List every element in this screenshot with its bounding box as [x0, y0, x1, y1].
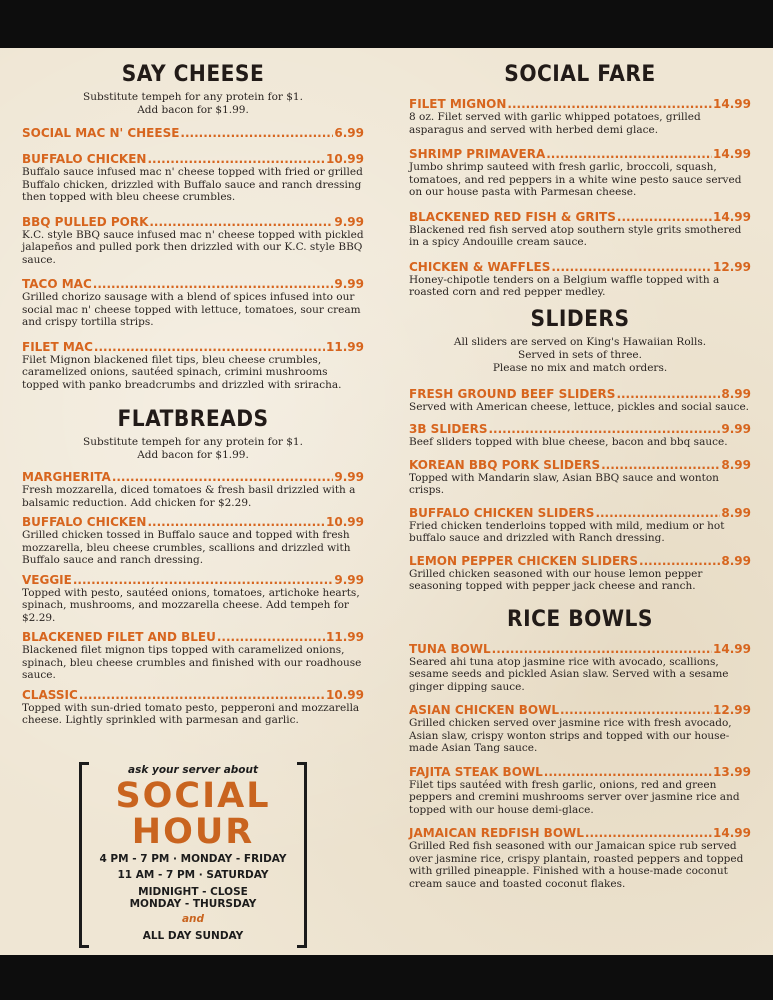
section-title-social-fare: SOCIAL FARE — [504, 62, 656, 87]
item-name: FILET MIGNON — [409, 97, 507, 111]
leader-dots — [147, 152, 325, 166]
leader-dots — [492, 642, 712, 656]
leader-dots — [544, 765, 712, 779]
section-title-sliders: SLIDERS — [530, 306, 630, 332]
item-price: 13.99 — [713, 764, 751, 779]
section-note: Substitute tempeh for any protein for $1. — [83, 91, 303, 103]
leader-dots — [585, 826, 712, 840]
right-column — [409, 62, 751, 890]
menu-item — [409, 260, 751, 299]
item-description: Blackened red fish served atop southern style grits smothered in a spicy Andouille cream sauce. — [409, 223, 742, 248]
item-description: Filet Mignon blackened filet tips, bleu cheese crumbles, caramelized onions, sautéed spinach, crimini mushrooms topped with panko breadcrumbs and drizzled with sriracha. — [22, 353, 342, 391]
leader-dots — [551, 260, 712, 274]
item-price: 9.99 — [334, 470, 364, 484]
social-hour-box — [79, 762, 307, 948]
social-hour-time: 11 AM - 7 PM · SATURDAY — [117, 869, 269, 881]
item-description: Blackened filet mignon tips topped with caramelized onions, spinach, bleu cheese crumbles and finished with our roadhouse sauce. — [22, 644, 362, 681]
menu-item — [22, 515, 364, 567]
item-description: Buffalo sauce infused mac n' cheese topped with fried or grilled Buffalo chicken, drizzled with Buffalo sauce and ranch dressing then topped with bleu cheese crumbles. — [22, 166, 363, 203]
item-name: TACO MAC — [22, 277, 92, 291]
item-description: Grilled chicken tossed in Buffalo sauce and topped with fresh mozzarella, bleu cheese crumbles, scallions and drizzled with Buffalo sauce and ranch dressing. — [22, 529, 351, 566]
menu-item — [409, 210, 751, 249]
item-price: 14.99 — [713, 641, 751, 656]
item-name: ASIAN CHICKEN BOWL — [409, 703, 559, 717]
item-price: 12.99 — [713, 703, 751, 717]
menu-item — [409, 387, 751, 414]
item-name: LEMON PEPPER CHICKEN SLIDERS — [409, 553, 639, 568]
bottom-black-bar — [0, 955, 773, 1000]
section-note: Served in sets of three. — [518, 348, 642, 361]
item-description: Topped with pesto, sautéed onions, tomatoes, artichoke hearts, spinach, mushrooms, and mozzarella cheese. Add tempeh for $2.29. — [22, 586, 360, 624]
item-price: 8.99 — [721, 553, 751, 568]
item-description: Jumbo shrimp sauteed with fresh garlic, broccoli, squash, tomatoes, and red peppers in a white wine pesto sauce served on our house pasta with Parmesan cheese. — [409, 161, 742, 198]
item-price: 9.99 — [721, 422, 751, 436]
item-description: Filet tips sautéed with fresh garlic, onions, red and green peppers and cremini mushrooms server over jasmine rice and topped with our house demi-glace. — [409, 778, 740, 816]
menu-item — [409, 458, 751, 497]
item-description: Topped with sun-dried tomato pesto, pepperoni and mozzarella cheese. Lightly sprinkled with parmesan and garlic. — [22, 701, 360, 726]
leader-dots — [73, 573, 334, 587]
item-price: 11.99 — [326, 630, 364, 644]
leader-dots — [93, 277, 334, 291]
social-hour-time: MIDNIGHT - CLOSE — [138, 886, 248, 898]
menu-item — [409, 765, 751, 817]
menu-item — [22, 126, 364, 140]
item-name: SHRIMP PRIMAVERA — [409, 147, 546, 161]
leader-dots — [94, 340, 325, 354]
menu-item — [409, 826, 751, 890]
section-note: All sliders are served on King's Hawaiian Rolls. — [453, 335, 707, 348]
item-description: Grilled chicken served over jasmine rice with fresh avocado, Asian slaw, crispy wonton strips and topped with our house-made Asian Tang sauce. — [409, 717, 732, 754]
menu-item — [22, 340, 364, 392]
item-price: 10.99 — [326, 515, 364, 529]
item-name: CLASSIC — [22, 687, 78, 702]
item-name: SOCIAL MAC N' CHEESE — [22, 126, 180, 140]
item-name: KOREAN BBQ PORK SLIDERS — [409, 457, 601, 472]
leader-dots — [217, 630, 325, 644]
leader-dots — [112, 470, 334, 484]
menu-item — [409, 97, 751, 136]
leader-dots — [546, 147, 712, 161]
item-price: 14.99 — [713, 826, 751, 840]
leader-dots — [560, 703, 712, 717]
leader-dots — [180, 126, 333, 140]
menu-item — [409, 703, 751, 755]
item-description: Seared ahi tuna atop jasmine rice with avocado, scallions, sesame seeds and pickled Asian slaw. Served with a sesame ginger dipping sauce. — [409, 655, 729, 693]
item-name: CHICKEN & WAFFLES — [409, 259, 551, 274]
item-description: Beef sliders topped with blue cheese, bacon and bbq sauce. — [409, 436, 728, 448]
item-name: 3B SLIDERS — [409, 422, 488, 436]
item-name: FILET MAC — [22, 339, 93, 354]
leader-dots — [149, 215, 333, 229]
item-description: 8 oz. Filet served with garlic whipped potatoes, grilled asparagus and served with herbed demi glace. — [409, 111, 701, 136]
top-black-bar — [0, 0, 773, 48]
item-name: BUFFALO CHICKEN SLIDERS — [409, 505, 595, 520]
social-hour-intro: ask your server about — [128, 764, 258, 776]
item-price: 10.99 — [326, 152, 364, 166]
item-description: Grilled chicken seasoned with our house lemon pepper seasoning topped with pepper jack cheese and ranch. — [409, 567, 703, 592]
social-hour-time: 4 PM - 7 PM · MONDAY - FRIDAY — [99, 853, 287, 865]
leader-dots — [617, 210, 712, 224]
item-name: FRESH GROUND BEEF SLIDERS — [409, 386, 616, 401]
item-price: 12.99 — [713, 259, 751, 274]
item-price: 9.99 — [334, 277, 364, 291]
section-note: Please no mix and match orders. — [492, 361, 668, 374]
menu-item — [409, 422, 751, 449]
item-name: MARGHERITA — [22, 470, 111, 484]
item-price: 14.99 — [713, 97, 751, 111]
item-name: BLACKENED FILET AND BLEU — [22, 630, 216, 644]
item-name: BUFFALO CHICKEN — [22, 515, 147, 529]
section-note: Add bacon for $1.99. — [137, 449, 249, 461]
item-price: 9.99 — [334, 572, 364, 587]
menu-item — [22, 630, 364, 682]
item-name: TUNA BOWL — [409, 641, 491, 656]
item-description: Served with American cheese, lettuce, pickles and social sauce. — [409, 400, 750, 413]
item-price: 9.99 — [334, 214, 364, 229]
section-title-rice-bowls: RICE BOWLS — [507, 606, 653, 632]
item-description: Fresh mozzarella, diced tomatoes & fresh basil drizzled with a balsamic reduction. Add chicken for $2.29. — [22, 484, 356, 509]
item-name: VEGGIE — [22, 572, 72, 587]
leader-dots — [79, 688, 325, 702]
item-price: 14.99 — [713, 209, 751, 224]
item-price: 6.99 — [334, 126, 364, 140]
menu-item — [22, 470, 364, 509]
menu-item — [22, 215, 364, 267]
menu-item — [409, 554, 751, 593]
item-price: 8.99 — [721, 386, 751, 401]
social-hour-title-line1: SOCIAL — [115, 776, 271, 816]
leader-dots — [147, 515, 325, 529]
item-description: Grilled chorizo sausage with a blend of spices infused into our social mac n' cheese topped with lettuce, tomatoes, sour cream and crispy tortilla strips. — [22, 291, 361, 328]
item-price: 14.99 — [713, 147, 751, 161]
item-name: BUFFALO CHICKEN — [22, 152, 147, 166]
leader-dots — [595, 506, 720, 520]
item-price: 8.99 — [721, 457, 751, 472]
leader-dots — [507, 97, 712, 111]
leader-dots — [488, 422, 720, 436]
section-title-say-cheese: SAY CHEESE — [121, 62, 265, 87]
social-hour-and: and — [181, 913, 205, 925]
item-description: Topped with Mandarin slaw, Asian BBQ sauce and wonton crisps. — [409, 471, 719, 496]
menu-item — [22, 152, 364, 204]
item-name: BBQ PULLED PORK — [22, 214, 149, 229]
section-note: Add bacon for $1.99. — [137, 104, 249, 116]
social-hour-sunday: ALL DAY SUNDAY — [142, 930, 244, 942]
section-note: Substitute tempeh for any protein for $1. — [83, 436, 303, 448]
item-description: Fried chicken tenderloins topped with mild, medium or hot buffalo sauce and drizzled with Ranch dressing. — [409, 519, 725, 544]
menu-item — [409, 506, 751, 545]
item-price: 10.99 — [326, 687, 364, 702]
menu-item — [22, 277, 364, 329]
menu-item — [409, 642, 751, 694]
social-hour-title-line2: HOUR — [131, 812, 255, 852]
item-description: Grilled Red fish seasoned with our Jamaican spice rub served over jasmine rice, crispy plantain, roasted peppers and topped with grilled pineapple. Finished with a house-made coconut cream sauce and toasted coconut flakes. — [409, 840, 744, 890]
item-name: BLACKENED RED FISH & GRITS — [409, 209, 616, 224]
social-hour-time: MONDAY - THURSDAY — [129, 898, 257, 910]
item-description: Honey-chipotle tenders on a Belgium waffle topped with a roasted corn and red pepper medley. — [409, 273, 720, 298]
leader-dots — [639, 554, 720, 568]
left-column — [22, 62, 364, 727]
leader-dots — [616, 387, 720, 401]
menu-item — [409, 147, 751, 199]
menu-item — [22, 688, 364, 727]
item-description: K.C. style BBQ sauce infused mac n' cheese topped with pickled jalapeños and pulled pork then drizzled with our K.C. style BBQ sauce. — [22, 228, 364, 266]
section-title-flatbreads: FLATBREADS — [117, 407, 269, 432]
item-name: FAJITA STEAK BOWL — [409, 764, 543, 779]
item-name: JAMAICAN REDFISH BOWL — [409, 826, 584, 840]
item-price: 8.99 — [721, 505, 751, 520]
leader-dots — [601, 458, 720, 472]
item-price: 11.99 — [326, 339, 364, 354]
menu-item — [22, 573, 364, 625]
